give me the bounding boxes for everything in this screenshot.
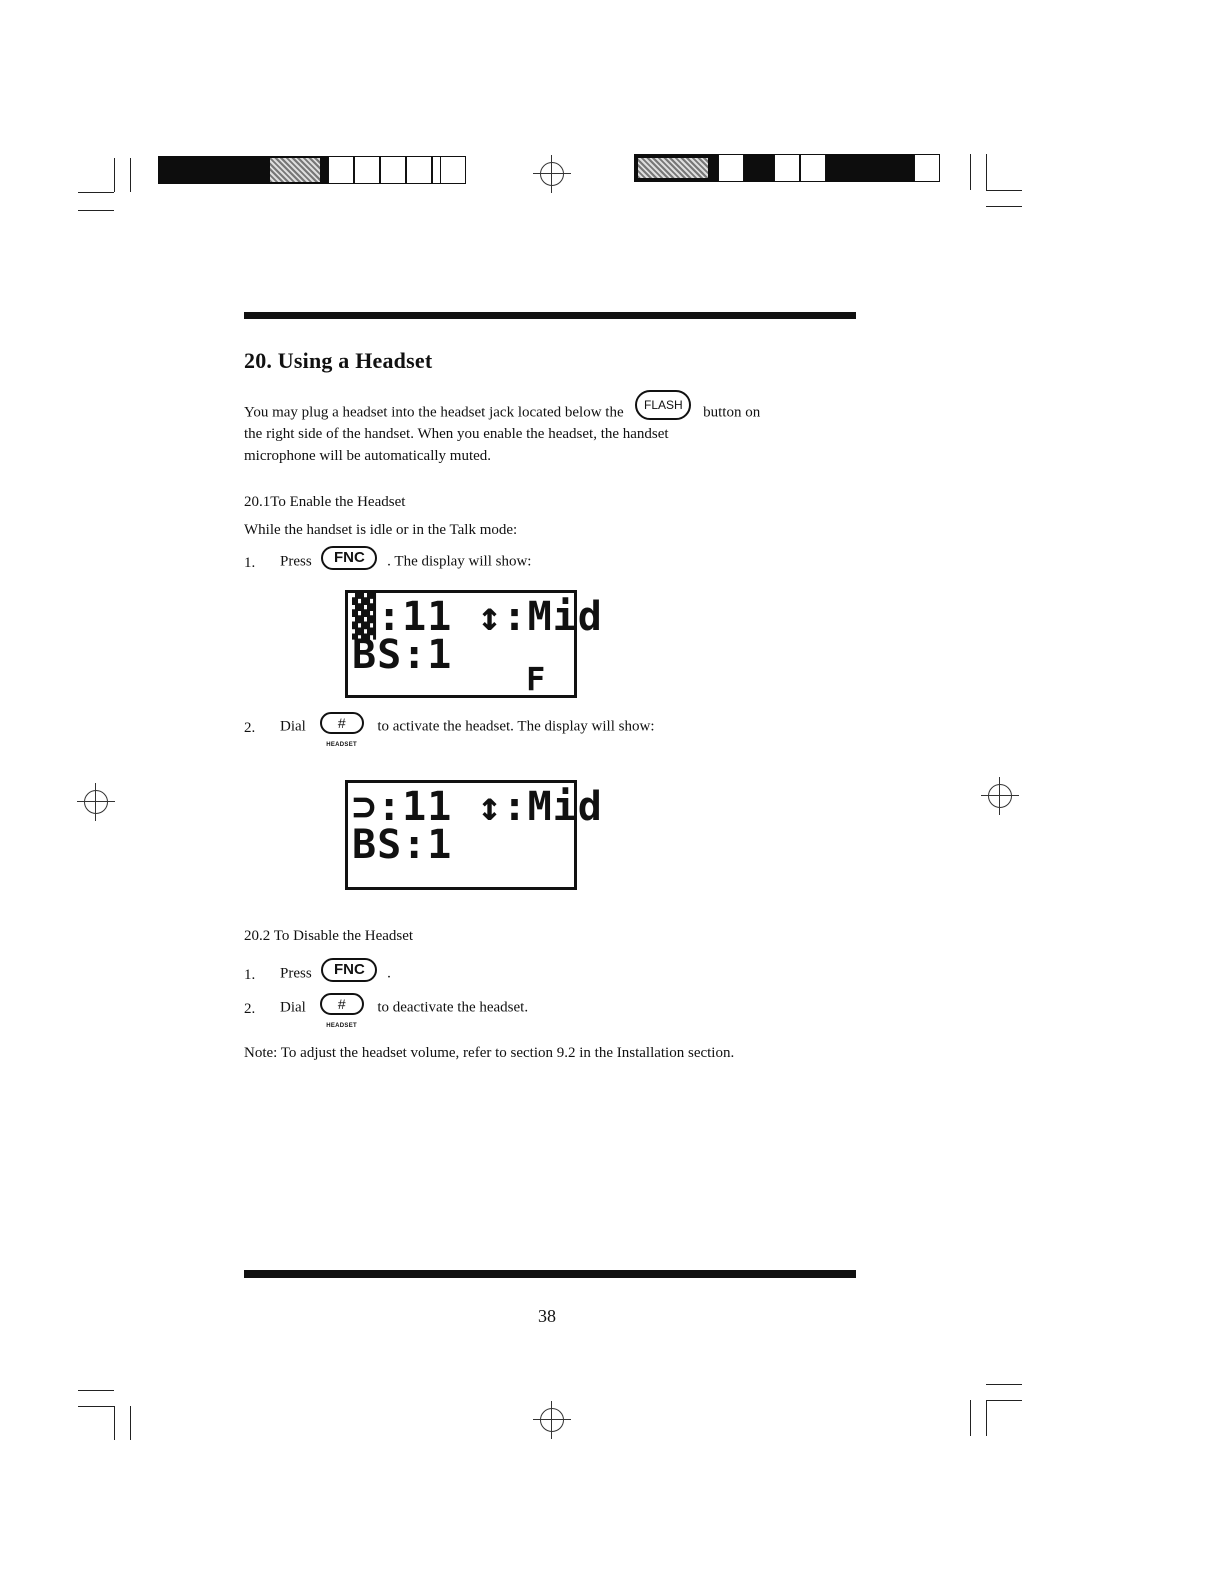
intro-line-3: microphone will be automatically muted. — [244, 448, 492, 464]
intro-text-before: You may plug a headset into the headset jack located below the — [244, 404, 624, 421]
fnc-key-label: FNC — [334, 961, 365, 978]
disable-step-2-number: 2. — [244, 1001, 256, 1017]
disable-step-1-number: 1. — [244, 967, 256, 983]
bottom-rule — [244, 1270, 856, 1278]
disable-step-2-pre: Dial — [280, 999, 306, 1016]
fnc-key-label: FNC — [334, 549, 365, 566]
lcd-2-line-2: BS:1 — [352, 822, 453, 868]
enable-step-1 — [280, 550, 531, 574]
enable-condition: While the handset is idle or in the Talk mode: — [244, 522, 518, 538]
enable-step-1-post: . The display will show: — [387, 553, 532, 570]
section-title: 20. Using a Headset — [244, 348, 433, 373]
hash-key-sublabel: HEADSET — [326, 1023, 357, 1029]
fnc-key-icon — [321, 958, 377, 982]
registration-mark-bottom-icon — [540, 1408, 564, 1432]
enable-heading: 20.1To Enable the Headset — [244, 494, 406, 510]
registration-mark-left-icon — [84, 790, 108, 814]
flash-key-icon — [635, 390, 691, 420]
enable-step-2-pre: Dial — [280, 718, 306, 735]
lcd-display-enable-step-1 — [345, 590, 603, 698]
hash-key-label: # — [337, 996, 346, 1012]
flash-key-label: FLASH — [644, 398, 683, 412]
enable-step-1-number: 1. — [244, 555, 256, 571]
disable-step-2 — [280, 996, 529, 1029]
lcd-2-line-1: ⊃:11 ↕:Mid — [352, 784, 603, 830]
enable-step-2-post: to activate the headset. The display will show: — [377, 718, 655, 735]
top-rule — [244, 312, 856, 319]
page-number: 38 — [538, 1306, 556, 1326]
enable-step-2-number: 2. — [244, 720, 256, 736]
hash-key-sublabel: HEADSET — [326, 742, 357, 748]
enable-step-2 — [280, 715, 655, 748]
lcd-1-indicator: F — [526, 660, 546, 698]
lcd-1-line-1: ▓:11 ↕:Mid — [352, 594, 603, 640]
hash-headset-key-icon — [320, 712, 364, 748]
lcd-1-line-2: BS:1 — [352, 632, 453, 678]
hash-key-label: # — [337, 715, 346, 731]
disable-step-1-pre: Press — [280, 965, 312, 982]
disable-step-1 — [280, 962, 391, 986]
fnc-key-icon — [321, 546, 377, 570]
disable-step-1-post: . — [387, 965, 391, 982]
hash-headset-key-icon — [320, 993, 364, 1029]
disable-step-2-post: to deactivate the headset. — [377, 999, 529, 1016]
intro-line-2: the right side of the handset. When you enable the headset, the handset — [244, 426, 669, 442]
intro-text-after: button on — [703, 404, 761, 421]
enable-step-1-pre: Press — [280, 553, 312, 570]
registration-mark-right-icon — [988, 784, 1012, 808]
registration-mark-top-icon — [540, 162, 564, 186]
lcd-display-enable-step-2 — [345, 780, 603, 890]
disable-heading: 20.2 To Disable the Headset — [244, 928, 414, 944]
note-text: Note: To adjust the headset volume, refer to section 9.2 in the Installation section. — [244, 1045, 735, 1061]
